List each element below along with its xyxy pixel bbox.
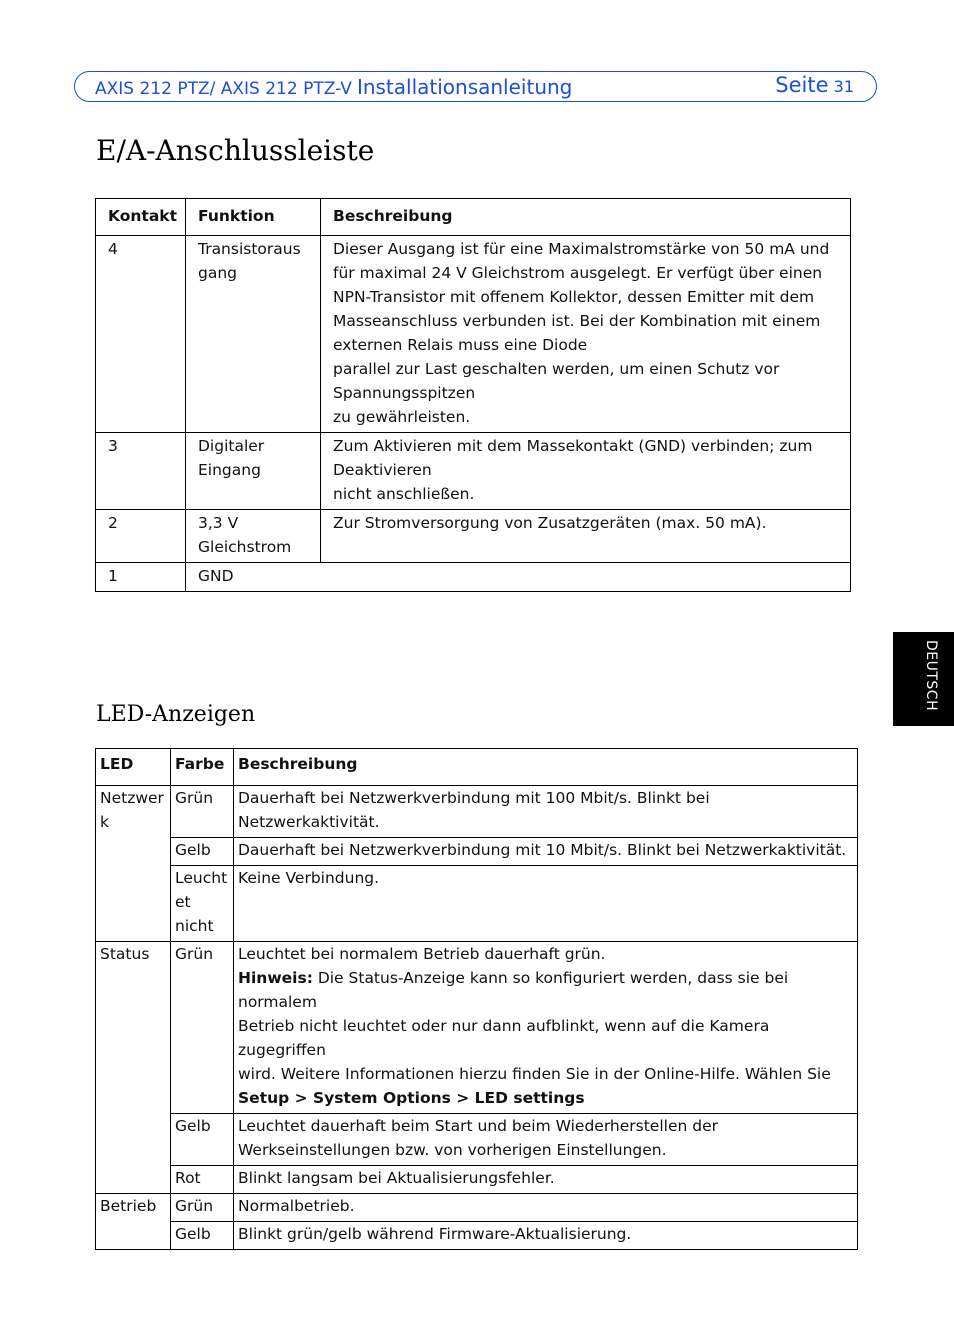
beschreibung-cell [234, 942, 858, 1114]
text-line: Digitaler [198, 437, 265, 455]
text-line: et [175, 893, 191, 911]
kontakt-cell: 4 [96, 236, 186, 433]
led-table-header [96, 749, 858, 786]
funktion-cell [186, 236, 321, 433]
io-header-beschreibung: Beschreibung [321, 199, 851, 236]
text-line: Gleichstrom [198, 538, 292, 556]
table-row [96, 1194, 858, 1222]
table-row [96, 1166, 858, 1194]
text-line: k [100, 813, 109, 831]
led-section-title: LED-Anzeigen [96, 702, 256, 727]
farbe-cell: Grün [171, 786, 234, 838]
funktion-cell: GND [186, 563, 851, 592]
language-label: DEUTSCH [923, 640, 939, 712]
setup-path: Setup > System Options > LED settings [238, 1089, 585, 1107]
text-line: Leuchtet dauerhaft beim Start und beim Wiederherstellen der [238, 1117, 718, 1135]
beschreibung-cell: Dauerhaft bei Netzwerkverbindung mit 100 Mbit/s. Blinkt bei Netzwerkaktivität. [234, 786, 858, 838]
text-line: parallel zur Last geschalten werden, um einen Schutz vor [333, 360, 780, 378]
text-line: für maximal 24 V Gleichstrom ausgelegt. Er verfügt über einen [333, 264, 823, 282]
text-line: externen Relais muss eine Diode [333, 336, 588, 354]
led-name-cell [96, 786, 171, 942]
farbe-cell: Gelb [171, 1222, 234, 1250]
text-line: zu gewährleisten. [333, 408, 471, 426]
kontakt-cell: 1 [96, 563, 186, 592]
funktion-cell [186, 510, 321, 563]
led-name-cell: Status [96, 942, 171, 1194]
beschreibung-cell [234, 1114, 858, 1166]
table-row [96, 1114, 858, 1166]
led-table [95, 748, 858, 1250]
table-row [96, 838, 858, 866]
text-line: Betrieb nicht leuchtet oder nur dann aufblinkt, wenn auf die Kamera zugegriffen [238, 1017, 770, 1059]
beschreibung-cell: Dauerhaft bei Netzwerkverbindung mit 10 Mbit/s. Blinkt bei Netzwerkaktivität. [234, 838, 858, 866]
beschreibung-cell: Blinkt grün/gelb während Firmware-Aktualisierung. [234, 1222, 858, 1250]
page-header [74, 71, 877, 102]
table-row [96, 510, 851, 563]
farbe-cell: Gelb [171, 838, 234, 866]
farbe-cell: Rot [171, 1166, 234, 1194]
text-line: Zur Stromversorgung von Zusatzgeräten (max. 50 mA). [333, 514, 767, 532]
text-line: Zum Aktivieren mit dem Massekontakt (GND) verbinden; zum [333, 437, 813, 455]
table-row [96, 1222, 858, 1250]
text-line: Eingang [198, 461, 261, 479]
farbe-cell: Grün [171, 1194, 234, 1222]
text-line [238, 1086, 853, 1110]
beschreibung-cell: Normalbetrieb. [234, 1194, 858, 1222]
beschreibung-cell [321, 433, 851, 510]
page-indicator [775, 73, 854, 97]
text-line: nicht [175, 917, 214, 935]
document-type: Installationsanleitung [356, 75, 573, 99]
kontakt-cell: 3 [96, 433, 186, 510]
text-line: Netzwer [100, 789, 164, 807]
text-line: Spannungsspitzen [333, 384, 476, 402]
text-line: Leuchtet bei normalem Betrieb dauerhaft grün. [238, 945, 606, 963]
text-line: Masseanschluss verbunden ist. Bei der Kombination mit einem [333, 312, 821, 330]
language-tab [893, 632, 954, 726]
table-row [96, 563, 851, 592]
kontakt-cell: 2 [96, 510, 186, 563]
table-row [96, 866, 858, 942]
beschreibung-cell [321, 236, 851, 433]
page-number: 31 [833, 77, 854, 96]
io-table-header [96, 199, 851, 236]
table-row [96, 433, 851, 510]
led-header-beschreibung: Beschreibung [234, 749, 858, 786]
led-header-led: LED [96, 749, 171, 786]
led-name-cell: Betrieb [96, 1194, 171, 1250]
farbe-cell [171, 866, 234, 942]
io-header-funktion: Funktion [186, 199, 321, 236]
text-line: wird. Weitere Informationen hierzu finden Sie in der Online-Hilfe. Wählen Sie [238, 1065, 831, 1083]
text-line: Transistoraus [198, 240, 301, 258]
hint-text: Die Status-Anzeige kann so konfiguriert werden, dass sie bei normalem [238, 969, 789, 1011]
io-header-kontakt: Kontakt [96, 199, 186, 236]
text-line [238, 966, 853, 1014]
header-title [95, 75, 572, 99]
farbe-cell: Grün [171, 942, 234, 1114]
text-line: gang [198, 264, 237, 282]
hint-label: Hinweis: [238, 969, 313, 987]
beschreibung-cell: Keine Verbindung. [234, 866, 858, 942]
text-line: 3,3 V [198, 514, 239, 532]
text-line: Dieser Ausgang ist für eine Maximalstromstärke von 50 mA und [333, 240, 830, 258]
text-line: NPN-Transistor mit offenem Kollektor, dessen Emitter mit dem [333, 288, 815, 306]
text-line: Werkseinstellungen bzw. von vorherigen Einstellungen. [238, 1141, 667, 1159]
beschreibung-cell: Blinkt langsam bei Aktualisierungsfehler. [234, 1166, 858, 1194]
led-header-farbe: Farbe [171, 749, 234, 786]
farbe-cell: Gelb [171, 1114, 234, 1166]
page-label: Seite [775, 73, 829, 97]
product-model: AXIS 212 PTZ/ AXIS 212 PTZ-V [95, 79, 352, 99]
table-row [96, 786, 858, 838]
table-row [96, 236, 851, 433]
beschreibung-cell [321, 510, 851, 563]
table-row [96, 942, 858, 1114]
text-line: nicht anschließen. [333, 485, 475, 503]
io-section-title: E/A-Anschlussleiste [96, 134, 375, 167]
text-line: Leucht [175, 869, 228, 887]
io-table [95, 198, 851, 592]
text-line: Deaktivieren [333, 461, 432, 479]
funktion-cell [186, 433, 321, 510]
